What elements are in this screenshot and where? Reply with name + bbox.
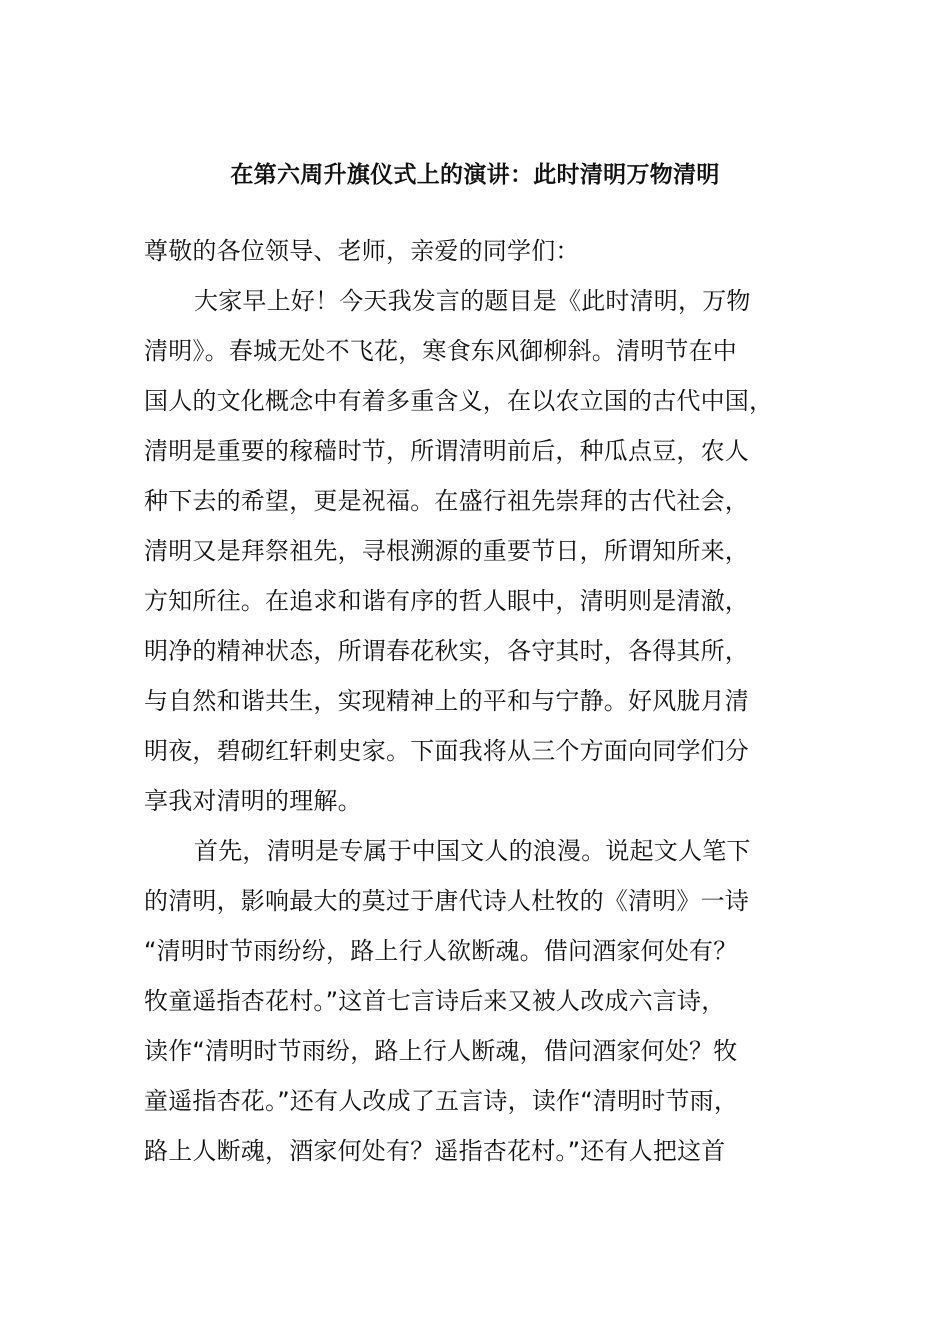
paragraph-line: 享我对清明的理解。 [144,787,362,815]
document-title: 在第六周升旗仪式上的演讲：此时清明万物清明 [230,162,720,188]
paragraph-line: 国人的文化概念中有着多重含义，在以农立国的古代中国， [144,387,774,415]
salutation-line: 尊敬的各位领导、老师，亲爱的同学们： [144,237,580,265]
paragraph-line: 读作“清明时节雨纷，路上行人断魂，借问酒家何处？牧 [144,1037,738,1065]
paragraph-line: 清明》。春城无处不飞花，寒食东风御柳斜。清明节在中 [144,337,737,365]
paragraph-line: “清明时节雨纷纷，路上行人欲断魂。借问酒家何处有？ [144,937,738,965]
paragraph-line: 明净的精神状态，所谓春花秋实，各守其时，各得其所， [144,637,749,665]
paragraph-line: 童遥指杏花。”还有人改成了五言诗，读作“清明时节雨， [144,1087,739,1115]
paragraph-line: 路上人断魂，酒家何处有？遥指杏花村。”还有人把这首 [144,1137,726,1165]
paragraph-line: 首先，清明是专属于中国文人的浪漫。说起文人笔下 [194,837,751,865]
paragraph-line: 清明又是拜祭祖先，寻根溯源的重要节日，所谓知所来， [144,537,749,565]
paragraph-line: 大家早上好！今天我发言的题目是《此时清明，万物 [194,287,751,315]
paragraph-line: 牧童遥指杏花村。”这首七言诗后来又被人改成六言诗， [144,987,726,1015]
paragraph-line: 明夜，碧砌红轩刺史家。下面我将从三个方面向同学们分 [144,737,749,765]
paragraph-line: 方知所往。在追求和谐有序的哲人眼中，清明则是清澈， [144,587,749,615]
paragraph-line: 与自然和谐共生，实现精神上的平和与宁静。好风胧月清 [144,687,749,715]
paragraph-line: 清明是重要的稼穑时节，所谓清明前后，种瓜点豆，农人 [144,437,749,465]
paragraph-line: 的清明，影响最大的莫过于唐代诗人杜牧的《清明》一诗 [144,887,749,915]
paragraph-line: 种下去的希望，更是祝福。在盛行祖先崇拜的古代社会， [144,487,749,515]
document-body [144,226,824,1176]
